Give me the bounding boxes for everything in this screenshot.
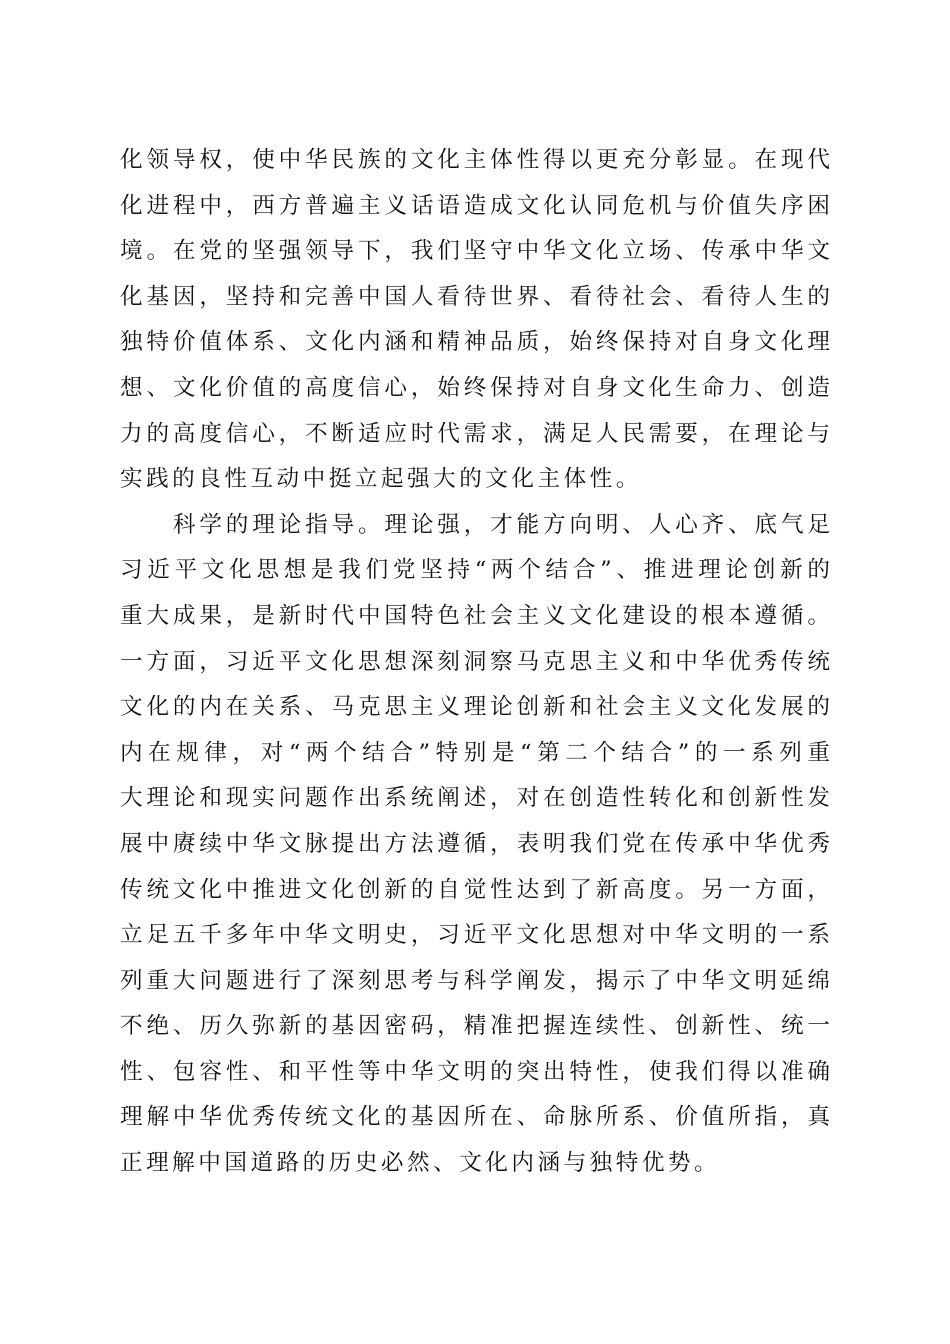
text-line: 习近平文化思想是我们党坚持“两个结合”、推进理论创新的 bbox=[120, 557, 830, 584]
text-line: 内在规律，对“两个结合”特别是“第二个结合”的一系列重 bbox=[120, 739, 830, 766]
text-line: 重大成果，是新时代中国特色社会主义文化建设的根本遵循。 bbox=[120, 602, 830, 629]
text-line: 大理论和现实问题作出系统阐述，对在创造性转化和创新性发 bbox=[120, 785, 830, 812]
paragraph-2 bbox=[120, 503, 830, 1187]
text-line: 一方面，习近平文化思想深刻洞察马克思主义和中华优秀传统 bbox=[120, 648, 830, 675]
text-line: 境。在党的坚强领导下，我们坚守中华文化立场、传承中华文 bbox=[120, 238, 830, 265]
text-line: 实践的良性互动中挺立起强大的文化主体性。 bbox=[120, 466, 642, 493]
text-line: 展中赓续中华文脉提出方法遵循，表明我们党在传承中华优秀 bbox=[120, 830, 830, 857]
text-line: 传统文化中推进文化创新的自觉性达到了新高度。另一方面， bbox=[120, 876, 830, 903]
text-line: 化进程中，西方普遍主义话语造成文化认同危机与价值失序困 bbox=[120, 192, 830, 219]
text-line: 正理解中国道路的历史必然、文化内涵与独特优势。 bbox=[120, 1150, 721, 1177]
text-line: 化基因，坚持和完善中国人看待世界、看待社会、看待人生的 bbox=[120, 283, 830, 310]
text-line: 列重大问题进行了深刻思考与科学阐发，揭示了中华文明延绵 bbox=[120, 967, 830, 994]
text-line: 文化的内在关系、马克思主义理论创新和社会主义文化发展的 bbox=[120, 694, 830, 721]
text-line: 想、文化价值的高度信心，始终保持对自身文化生命力、创造 bbox=[120, 374, 830, 401]
text-line: 力的高度信心，不断适应时代需求，满足人民需要，在理论与 bbox=[120, 420, 830, 447]
text-line: 化领导权，使中华民族的文化主体性得以更充分彰显。在现代 bbox=[120, 147, 830, 173]
paragraph-1 bbox=[120, 138, 830, 503]
text-line: 独特价值体系、文化内涵和精神品质，始终保持对自身文化理 bbox=[120, 329, 830, 356]
body-text bbox=[120, 138, 830, 1187]
text-line: 性、包容性、和平性等中华文明的突出特性，使我们得以准确 bbox=[120, 1058, 830, 1085]
text-line: 立足五千多年中华文明史，习近平文化思想对中华文明的一系 bbox=[120, 922, 830, 949]
text-line: 科学的理论指导。理论强，才能方向明、人心齐、底气足 bbox=[120, 511, 830, 538]
text-line: 理解中华优秀传统文化的基因所在、命脉所系、价值所指，真 bbox=[120, 1104, 830, 1131]
text-line: 不绝、历久弥新的基因密码，精准把握连续性、创新性、统一 bbox=[120, 1013, 830, 1040]
